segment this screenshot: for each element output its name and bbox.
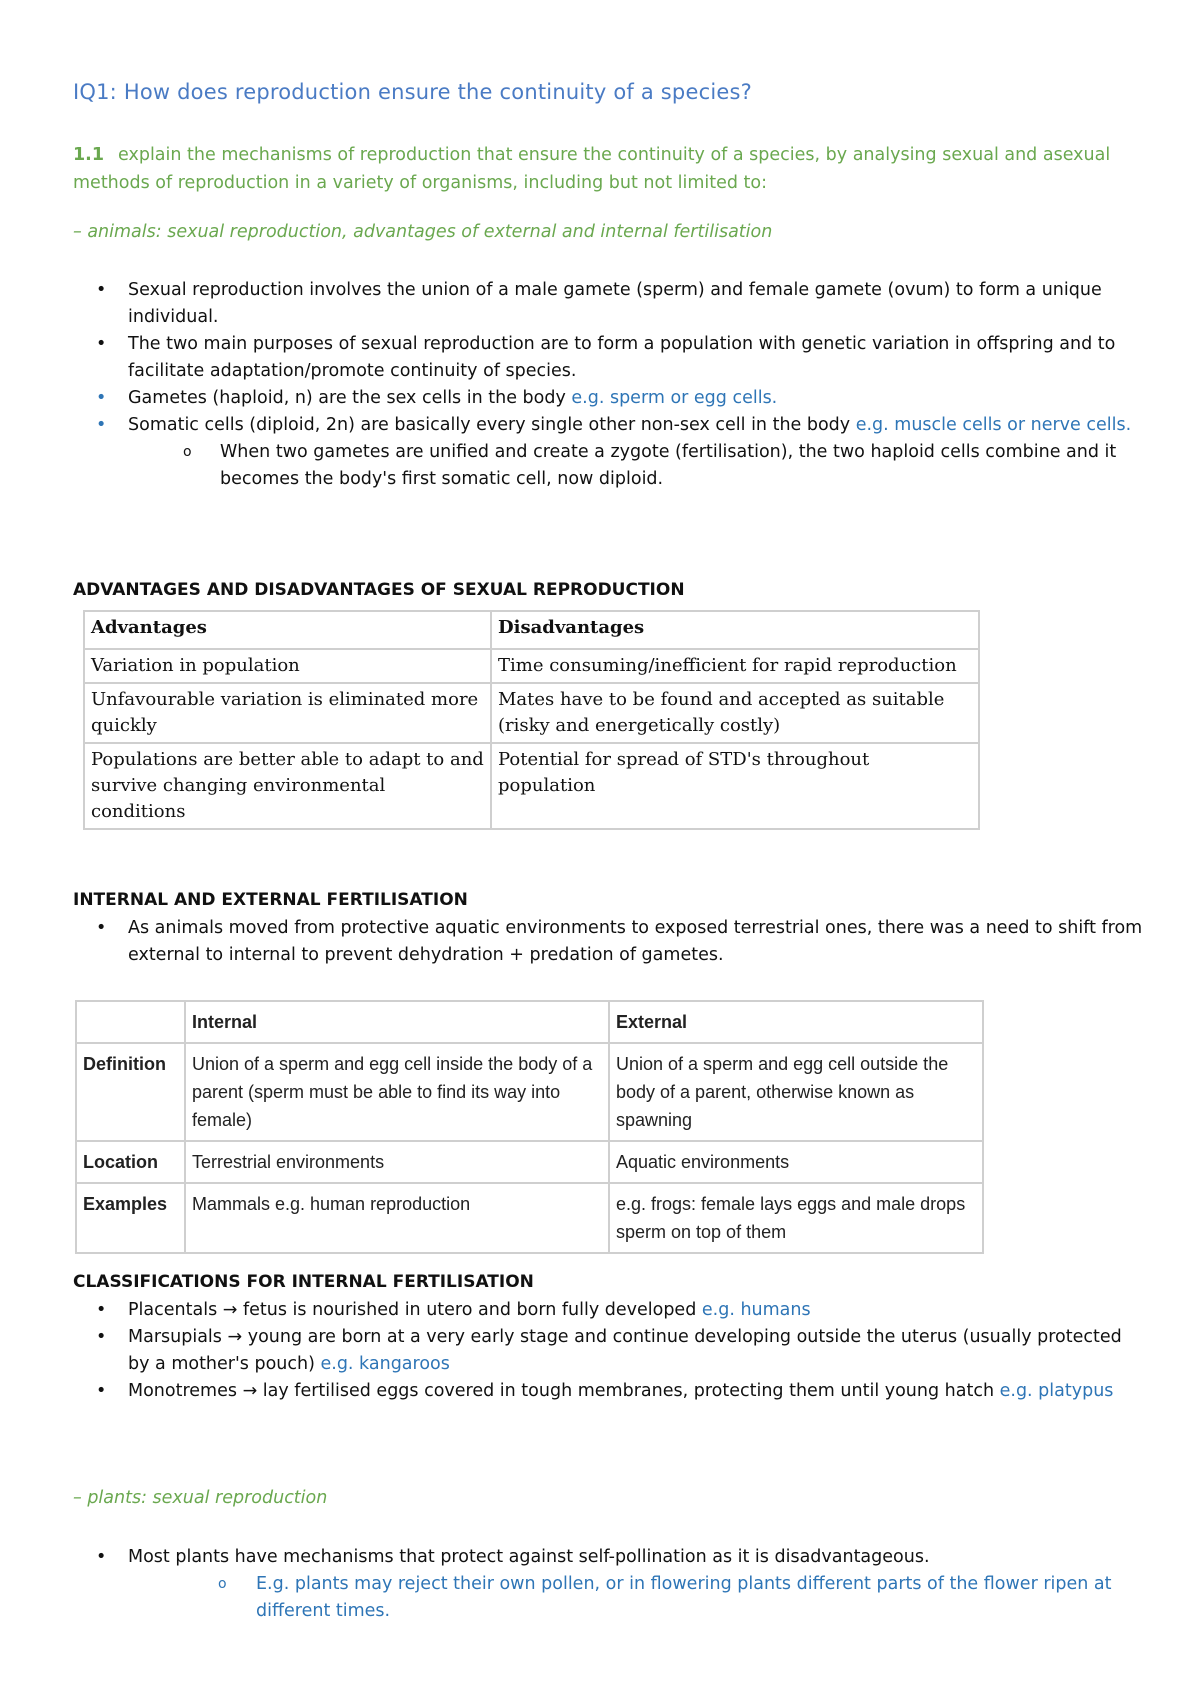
list-item: • Placentals → fetus is nourished in utero and born fully developed e.g. humans xyxy=(73,1297,1143,1324)
fertilisation-table xyxy=(75,1000,984,1254)
syllabus-outcome xyxy=(73,141,1133,197)
row-header: Examples xyxy=(76,1183,185,1253)
table-row xyxy=(84,649,979,683)
outcome-number: 1.1 xyxy=(73,145,105,165)
bullet-icon: • xyxy=(96,415,107,435)
example-text: e.g. muscle cells or nerve cells. xyxy=(855,415,1132,435)
sub-bullet-icon: o xyxy=(218,1576,227,1592)
list-item: • As animals moved from protective aquatic environments to exposed terrestrial ones, there was a need to shift from external to internal to prevent dehydration + predation of gametes. xyxy=(73,915,1143,969)
bullet-icon: • xyxy=(96,1300,107,1320)
example-text: e.g. humans xyxy=(701,1300,811,1320)
table-cell: Unfavourable variation is eliminated more quickly xyxy=(84,683,491,743)
classifications-heading: CLASSIFICATIONS FOR INTERNAL FERTILISATION xyxy=(73,1272,534,1292)
advantages-table xyxy=(83,610,980,830)
table-cell: Union of a sperm and egg cell outside the body of a parent, otherwise known as spawning xyxy=(609,1043,983,1141)
classification-bullets xyxy=(73,1297,1143,1405)
sub-bullet-icon: o xyxy=(183,444,192,460)
list-item: • Most plants have mechanisms that protect against self-pollination as it is disadvantageous. xyxy=(73,1544,1143,1571)
table-row xyxy=(76,1141,983,1183)
table-row xyxy=(76,1183,983,1253)
table-row xyxy=(84,683,979,743)
table-cell: Union of a sperm and egg cell inside the body of a parent (sperm must be able to find its way into female) xyxy=(185,1043,609,1141)
table-cell: Potential for spread of STD's throughout population xyxy=(491,743,979,829)
fertilisation-heading: INTERNAL AND EXTERNAL FERTILISATION xyxy=(73,890,468,910)
bullet-icon: • xyxy=(96,1327,107,1347)
table-cell: Mates have to be found and accepted as suitable (risky and energetically costly) xyxy=(491,683,979,743)
table-cell: Time consuming/inefficient for rapid reproduction xyxy=(491,649,979,683)
bullet-icon: • xyxy=(96,1381,107,1401)
plants-subheading: – plants: sexual reproduction xyxy=(73,1488,328,1508)
list-item: • The two main purposes of sexual reproduction are to form a population with genetic variation in offspring and to facilitate adaptation/promote continuity of species. xyxy=(73,331,1143,385)
arrow-icon: → xyxy=(222,1300,238,1320)
sexual-reproduction-bullets xyxy=(73,277,1143,493)
example-text: e.g. platypus xyxy=(999,1381,1114,1401)
table-header-row xyxy=(76,1001,983,1043)
list-item: • Marsupials → young are born at a very early stage and continue developing outside the uterus (usually protected by a mother's pouch) e.g. kangaroos xyxy=(73,1324,1143,1378)
plants-bullets xyxy=(73,1544,1143,1625)
list-item: • Sexual reproduction involves the union of a male gamete (sperm) and female gamete (ovum) to form a unique individual. xyxy=(73,277,1143,331)
bullet-icon: • xyxy=(96,918,107,938)
animals-subheading: – animals: sexual reproduction, advantages of external and internal fertilisation xyxy=(73,222,773,242)
table-header-row xyxy=(84,611,979,649)
bullet-icon: • xyxy=(96,388,107,408)
table-cell: Mammals e.g. human reproduction xyxy=(185,1183,609,1253)
bullet-icon: • xyxy=(96,1547,107,1567)
table-header: Internal xyxy=(185,1001,609,1043)
table-header: Disadvantages xyxy=(491,611,979,649)
table-cell: Terrestrial environments xyxy=(185,1141,609,1183)
list-item: o E.g. plants may reject their own pollen, or in flowering plants different parts of the flower ripen at different times. xyxy=(73,1571,1143,1625)
fertilisation-bullets xyxy=(73,915,1143,969)
outcome-text: explain the mechanisms of reproduction that ensure the continuity of a species, by analysing sexual and asexual methods of reproduction in a variety of organisms, including but not limited to: xyxy=(73,145,1111,193)
example-text: e.g. sperm or egg cells. xyxy=(571,388,778,408)
list-item: • Gametes (haploid, n) are the sex cells in the body e.g. sperm or egg cells. xyxy=(73,385,1143,412)
advantages-heading: ADVANTAGES AND DISADVANTAGES OF SEXUAL REPRODUCTION xyxy=(73,580,685,600)
table-header: Advantages xyxy=(84,611,491,649)
table-header xyxy=(76,1001,185,1043)
table-cell: Populations are better able to adapt to and survive changing environmental conditions xyxy=(84,743,491,829)
arrow-icon: → xyxy=(227,1327,243,1347)
row-header: Definition xyxy=(76,1043,185,1141)
bullet-icon: • xyxy=(96,280,107,300)
table-row xyxy=(76,1043,983,1141)
table-header: External xyxy=(609,1001,983,1043)
arrow-icon: → xyxy=(242,1381,258,1401)
table-cell: Variation in population xyxy=(84,649,491,683)
row-header: Location xyxy=(76,1141,185,1183)
bullet-icon: • xyxy=(96,334,107,354)
inquiry-question-title: IQ1: How does reproduction ensure the continuity of a species? xyxy=(73,80,752,104)
table-cell: Aquatic environments xyxy=(609,1141,983,1183)
list-item: • Monotremes → lay fertilised eggs covered in tough membranes, protecting them until young hatch e.g. platypus xyxy=(73,1378,1143,1405)
list-item: • Somatic cells (diploid, 2n) are basically every single other non-sex cell in the body e.g. muscle cells or nerve cells. xyxy=(73,412,1143,439)
example-text: e.g. kangaroos xyxy=(320,1354,450,1374)
list-item: o When two gametes are unified and create a zygote (fertilisation), the two haploid cells combine and it becomes the body's first somatic cell, now diploid. xyxy=(73,439,1143,493)
table-row xyxy=(84,743,979,829)
table-cell: e.g. frogs: female lays eggs and male drops sperm on top of them xyxy=(609,1183,983,1253)
